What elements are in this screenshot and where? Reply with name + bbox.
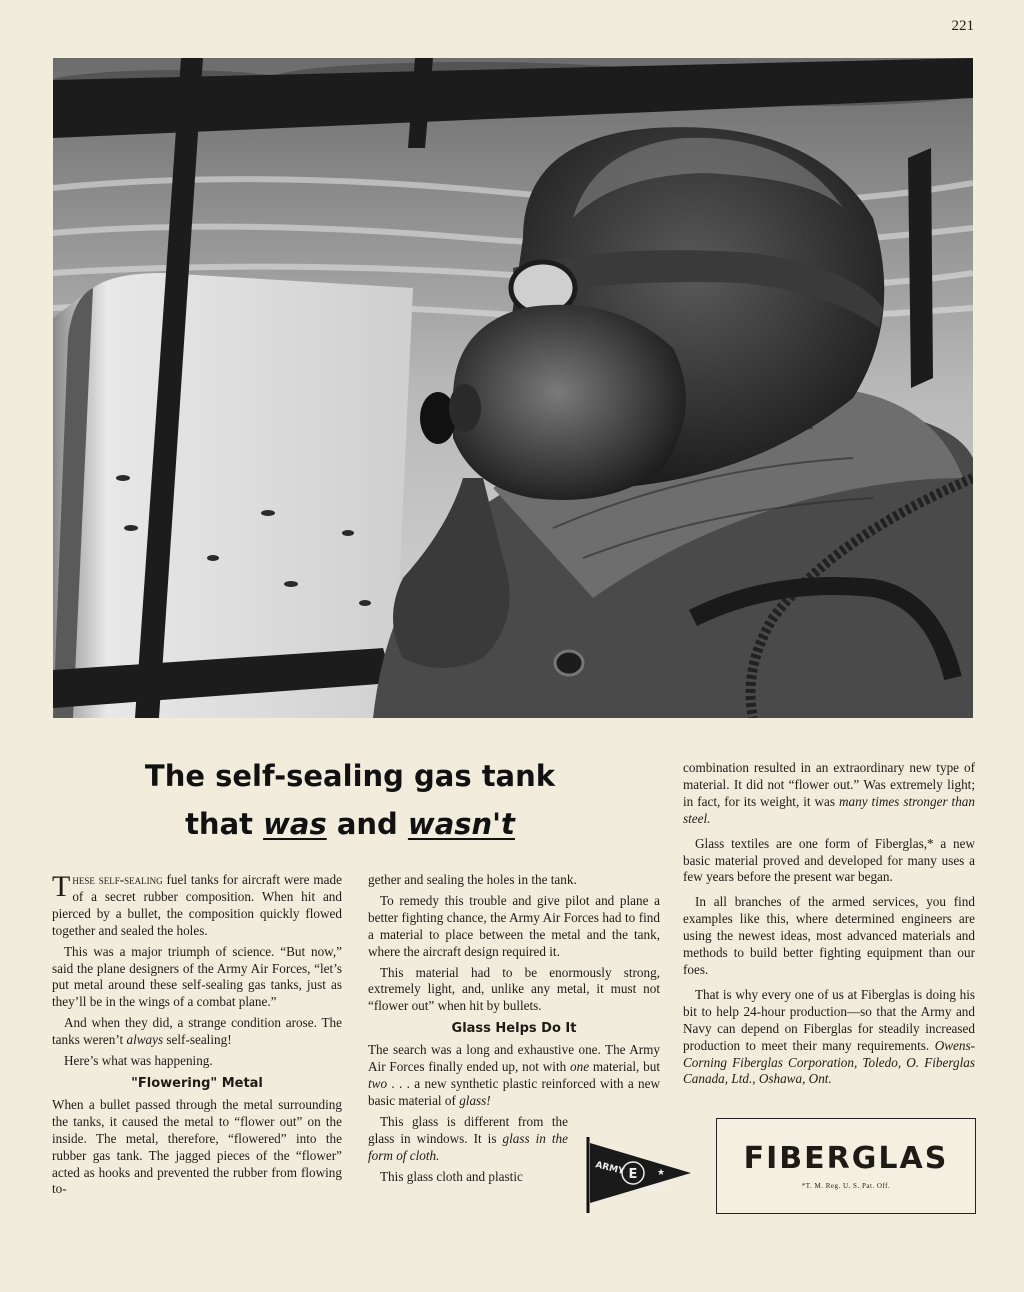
col2-para-5-a: This glass is different from the glass in windows. It is — [368, 1113, 568, 1146]
col1-para-2: This was a major triumph of science. “But now,” said the plane designers of the Army Air Forces, “let’s put metal around these self-sealing gas tanks, just as they’ll be in the wings of a combat plane.” — [52, 943, 342, 1010]
headline — [110, 752, 590, 848]
page-number: 221 — [951, 18, 974, 34]
army-navy-e-pennant — [585, 1135, 695, 1215]
drop-cap: T — [52, 870, 71, 903]
col2-para-5 — [368, 1114, 568, 1165]
col1-para-1-text: fuel tanks for aircraft were made of a secret rubber composition. When hit and pierced by a bullet, the composition quickly flowed together and sealed the holes. — [52, 872, 342, 938]
col1-para-3-em: always — [126, 1032, 164, 1048]
col2-para-4-em2: two — [368, 1075, 388, 1091]
pilot-illustration — [53, 58, 973, 718]
body-column-3 — [683, 760, 975, 1092]
col2-para-4-b: material, but — [589, 1059, 660, 1075]
col3-para-1-a: combination resulted in an extraordinary new type of material. It did not “flower out.” Was extremely light; in fact, for its weight, it was — [683, 760, 975, 809]
fiberglas-logo-box — [716, 1118, 976, 1214]
col2-para-2: To remedy this trouble and give pilot and plane a better fighting chance, the Army Air Forces had to find a material to place between the metal and the tank, where the aircraft design required it. — [368, 892, 660, 959]
headline-line-2 — [110, 800, 590, 848]
col1-para-3-b: self-sealing! — [163, 1032, 232, 1048]
pennant-e: E — [628, 1167, 638, 1182]
col2-para-4 — [368, 1042, 660, 1110]
headline-part-and: and — [326, 807, 408, 841]
col2-para-5-em: glass in the form of cloth. — [368, 1130, 568, 1163]
col1-smallcaps: hese self-sealing — [72, 872, 163, 887]
pennant-army: ARMY — [594, 1160, 626, 1178]
col1-para-3-a: And when they did, a strange condition arose. The tanks weren’t — [52, 1015, 342, 1048]
trademark-note: *T. M. Reg. U. S. Pat. Off. — [801, 1182, 891, 1190]
col1-para-5: When a bullet passed through the metal surrounding the tanks, it caused the metal to “flower out” on the inside. The metal, therefore, “flowered” into the rubber gas tank. The jagged pieces of the “flower” acted as hooks and prevented the rubber from flowing to- — [52, 1096, 342, 1197]
col2-para-4-a: The search was a long and exhaustive one. The Army Air Forces finally ended up, not with — [368, 1042, 660, 1075]
subhead-flowering-metal: "Flowering" Metal — [131, 1075, 263, 1091]
col3-para-4-a: That is why every one of us at Fiberglas is doing his bit to help 24-hour production—so that the Army and Navy can depend on Fiberglas for steadily increased production to meet their many requirements. — [683, 986, 975, 1053]
pennant-navy: NAVY — [643, 1180, 670, 1195]
col3-para-3: In all branches of the armed services, you find examples like this, where determined engineers are using the newest ideas, most advanced materials and methods to build better fighting equipment than our foes. — [683, 894, 975, 977]
col2-para-4-c: . . . a new synthetic plastic reinforced with a new basic material of — [368, 1075, 660, 1108]
col3-para-1 — [683, 760, 975, 828]
col1-para-1 — [52, 872, 342, 940]
col1-para-3 — [52, 1015, 342, 1049]
headline-line-1: The self-sealing gas tank — [144, 759, 556, 793]
subhead-glass-helps: Glass Helps Do It — [451, 1021, 577, 1037]
col2-para-4-em3: glass! — [459, 1092, 491, 1108]
col2-para-3: This material had to be enormously strong, extremely light, and, unlike any metal, it must not “flower out” when hit by bullets. — [368, 964, 660, 1014]
headline-word-wasnt: wasn't — [407, 807, 515, 841]
col2-para-4-em1: one — [570, 1059, 590, 1075]
col3-para-1-em: many times stronger than steel. — [683, 793, 975, 826]
col3-para-4-em: Owens-Corning Fiberglas Corporation, Toledo, O. Fiberglas Canada, Ltd., Oshawa, Ont. — [683, 1037, 975, 1087]
col2-para-1: gether and sealing the holes in the tank. — [368, 872, 577, 887]
pennant-star: ★ — [657, 1168, 666, 1178]
headline-part-that: that — [185, 807, 264, 841]
col1-para-4: Here’s what was happening. — [64, 1053, 213, 1069]
col2-para-6: This glass cloth and plastic — [380, 1168, 523, 1184]
body-column-1 — [52, 872, 342, 1202]
col3-para-2: Glass textiles are one form of Fiberglas,* a new basic material proved and developed for many uses a few years before the present war began. — [683, 835, 975, 885]
headline-word-was: was — [263, 807, 327, 841]
col3-para-4 — [683, 987, 975, 1088]
fiberglas-logo: FIBERGLAS — [743, 1141, 949, 1176]
